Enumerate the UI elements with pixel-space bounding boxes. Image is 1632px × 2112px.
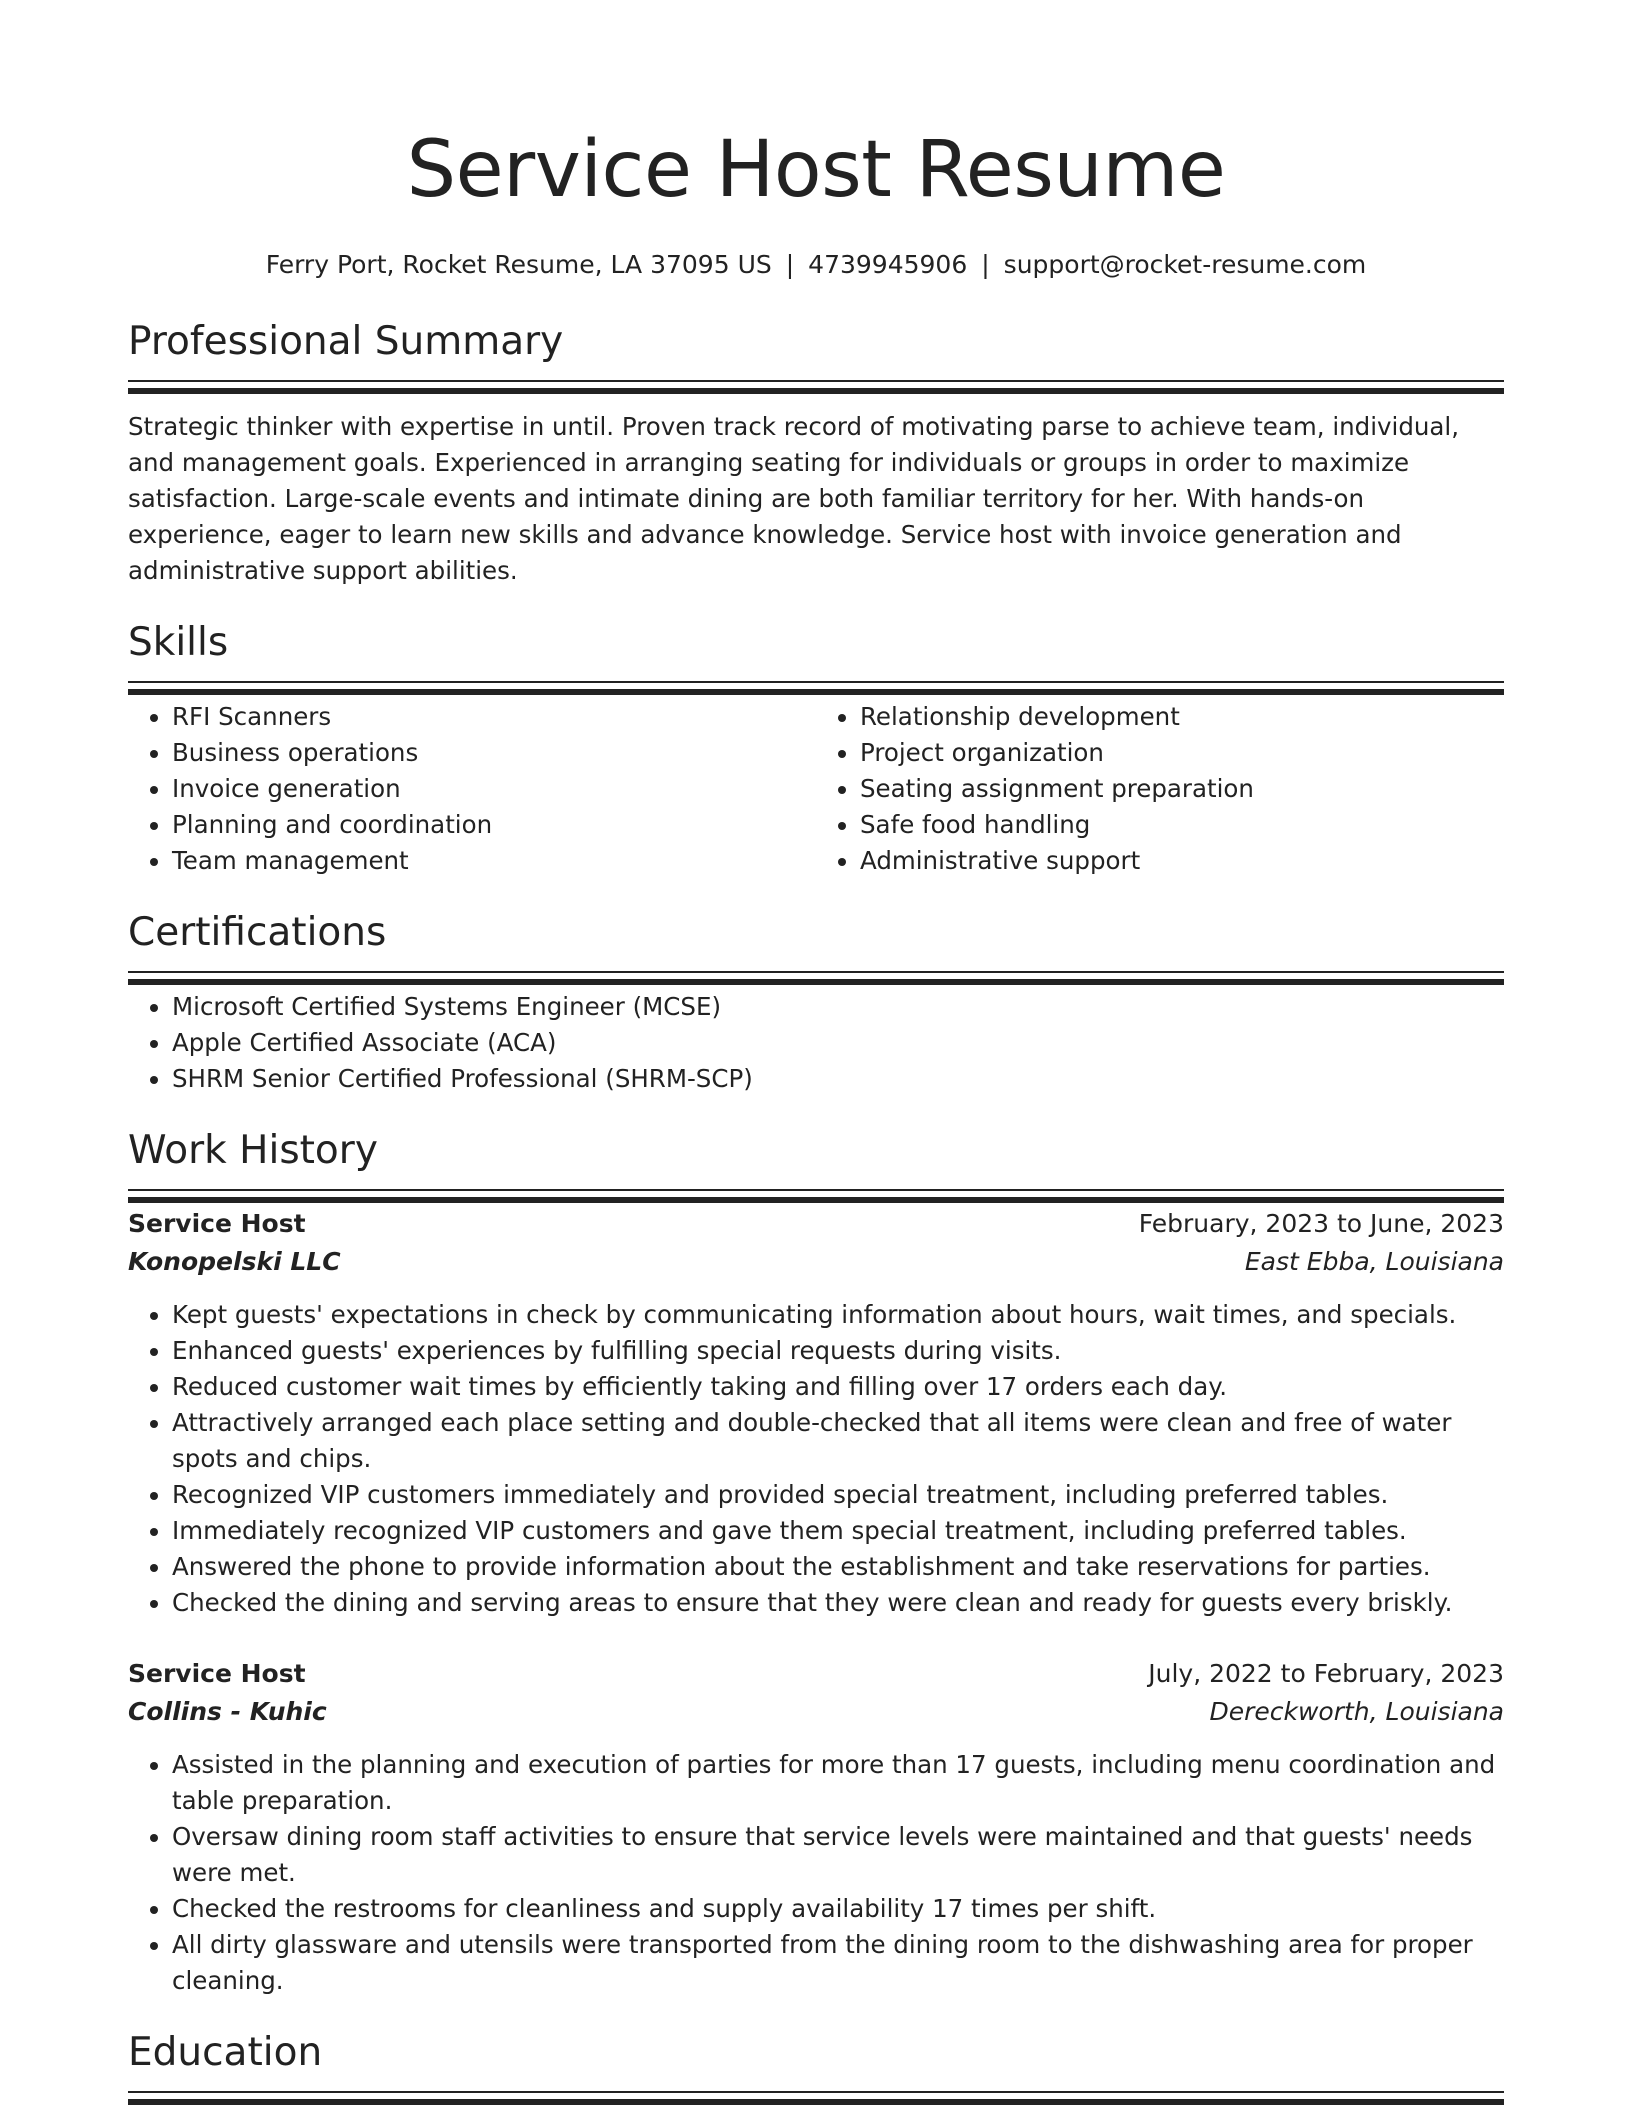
skill-item: • Relationship development <box>860 699 1504 735</box>
section-divider <box>128 681 1504 683</box>
skill-item: • Planning and coordination <box>172 807 816 843</box>
job-bullet: • Checked the dining and serving areas to ensure that they were clean and ready for guests every briskly. <box>172 1585 1504 1621</box>
job-title: Service Host <box>128 1659 306 1688</box>
work-history-section <box>128 1125 1504 1999</box>
job-bullet: • Answered the phone to provide information about the establishment and take reservations for parties. <box>172 1549 1504 1585</box>
job-company-row <box>128 1243 1504 1281</box>
job-company: Collins - Kuhic <box>128 1697 327 1726</box>
skill-item: • Business operations <box>172 735 816 771</box>
skills-column-right <box>816 699 1504 879</box>
education-section <box>128 2027 1504 2093</box>
summary-text: Strategic thinker with expertise in until. Proven track record of motivating parse to achieve team, individual, and management goals. Experienced in arranging seating for individuals or groups in order to maximize satisfaction. Large-scale events and intimate dining are both familiar territory for her. With hands-on experience, eager to learn new skills and advance knowledge. Service host with invoice generation and administrative support abilities. <box>128 412 1460 585</box>
skills-section <box>128 617 1504 879</box>
job-bullet: • Assisted in the planning and execution of parties for more than 17 guests, including menu coordination and table preparation. <box>172 1747 1504 1819</box>
certifications-heading: Certifications <box>128 910 387 955</box>
skills-grid <box>128 699 1504 879</box>
section-divider <box>128 971 1504 973</box>
job-location: East Ebba, Louisiana <box>1244 1247 1504 1276</box>
skills-heading: Skills <box>128 620 229 665</box>
contact-separator: | <box>981 250 990 279</box>
education-heading: Education <box>128 2030 323 2075</box>
skill-item: • Invoice generation <box>172 771 816 807</box>
job-bullet: • Kept guests' expectations in check by communicating information about hours, wait times, and specials. <box>172 1297 1504 1333</box>
job-bullet: • Immediately recognized VIP customers and gave them special treatment, including preferred tables. <box>172 1513 1504 1549</box>
job-dates: February, 2023 to June, 2023 <box>1138 1209 1504 1238</box>
job-location: Dereckworth, Louisiana <box>1209 1697 1504 1726</box>
summary-section <box>128 316 1504 589</box>
section-divider <box>128 1189 1504 1191</box>
work-history-heading: Work History <box>128 1128 378 1173</box>
resume-title: Service Host Resume <box>406 125 1226 215</box>
job-bullet: • Oversaw dining room staff activities to ensure that service levels were maintained and that guests' needs were met. <box>172 1819 1504 1891</box>
contact-email: support@rocket-resume.com <box>1003 250 1367 279</box>
job-bullet: • Recognized VIP customers immediately and provided special treatment, including preferred tables. <box>172 1477 1504 1513</box>
certification-item: • Microsoft Certified Systems Engineer (MCSE) <box>172 989 1504 1025</box>
job-entry <box>128 1205 1504 1621</box>
certifications-list <box>128 989 1504 1097</box>
job-bullet: • Enhanced guests' experiences by fulfilling special requests during visits. <box>172 1333 1504 1369</box>
contact-address: Ferry Port, Rocket Resume, LA 37095 US <box>265 250 772 279</box>
job-bullet-list <box>128 1297 1504 1621</box>
job-bullet-list <box>128 1747 1504 1999</box>
certification-item: • Apple Certified Associate (ACA) <box>172 1025 1504 1061</box>
skill-item: • Administrative support <box>860 843 1504 879</box>
job-header-row <box>128 1205 1504 1243</box>
job-header-row <box>128 1655 1504 1693</box>
skills-list-right <box>816 699 1504 879</box>
skill-item: • Safe food handling <box>860 807 1504 843</box>
contact-separator: | <box>785 250 795 279</box>
skills-column-left <box>128 699 816 879</box>
job-dates: July, 2022 to February, 2023 <box>1148 1659 1504 1688</box>
job-company-row <box>128 1693 1504 1731</box>
skill-item: • Team management <box>172 843 816 879</box>
section-divider <box>128 380 1504 382</box>
skills-list-left <box>128 699 816 879</box>
contact-phone: 4739945906 <box>808 250 968 279</box>
certifications-section <box>128 907 1504 1097</box>
job-bullet: • Reduced customer wait times by efficiently taking and filling over 17 orders each day. <box>172 1369 1504 1405</box>
job-bullet: • All dirty glassware and utensils were transported from the dining room to the dishwashing area for proper cleaning. <box>172 1927 1504 1999</box>
job-entry <box>128 1655 1504 1999</box>
contact-line <box>128 248 1504 282</box>
summary-heading: Professional Summary <box>128 319 564 364</box>
job-company: Konopelski LLC <box>128 1247 341 1276</box>
job-bullet: • Attractively arranged each place setting and double-checked that all items were clean and free of water spots and chips. <box>172 1405 1504 1477</box>
job-bullet: • Checked the restrooms for cleanliness and supply availability 17 times per shift. <box>172 1891 1504 1927</box>
certification-item: • SHRM Senior Certified Professional (SHRM-SCP) <box>172 1061 1504 1097</box>
skill-item: • Project organization <box>860 735 1504 771</box>
skill-item: • RFI Scanners <box>172 699 816 735</box>
skill-item: • Seating assignment preparation <box>860 771 1504 807</box>
section-divider <box>128 2091 1504 2093</box>
job-title: Service Host <box>128 1209 306 1238</box>
